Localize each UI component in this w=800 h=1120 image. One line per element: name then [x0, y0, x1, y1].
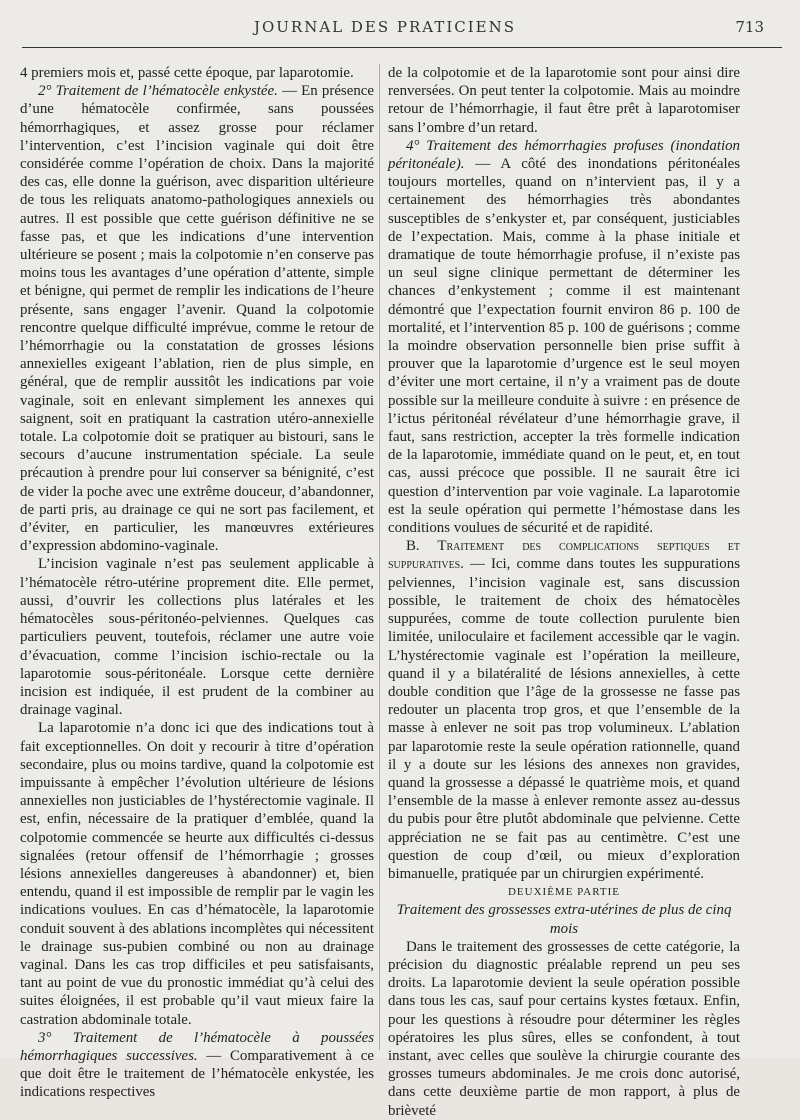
paragraph: [20, 82, 374, 555]
paragraph: [388, 537, 740, 883]
paragraph: 4 premiers mois et, passé cette époque, par laparotomie.: [20, 65, 354, 81]
right-column: [388, 64, 740, 1120]
paragraph-heading: 2° Traitement de l’hématocèle enkystée.: [38, 83, 278, 100]
paragraph: [388, 137, 740, 537]
running-header: [0, 18, 800, 40]
paragraph: La laparotomie n’a donc ici que des indications tout à fait exceptionnelles. On doit y recourir à titre d’opération secondaire, plus ou moins tardive, quand la colpotomie est impuissante à empêcher l’évolution ultérieure de lésions annexielles non justiciables de l’hystérectomie vaginale. Il est, enfin, nécessaire de la pratiquer d’emblée, quand la colpotomie commencée se heurte aux difficultés ci-dessus signalées (retour offensif de l’hémorrhagie ; grosses lésions annexielles dangereuses à abandonner) et, bien entendu, quand il est impossible de remplir par le vagin les indications voulues. En cas d’hématocèle, la laparotomie conduit souvent à des ablations incomplètes qui nécessitent le drainage sus-pubien combiné ou non au drainage vaginal. Dans les cas trop difficiles et peu satisfaisants, tant au point de vue du pronostic immédiat qu’à celui des suites éloignées, il est probable qu’il vaut mieux faire la castration abdominale totale.: [20, 720, 374, 1028]
paragraph-text: — Comparativement à ce que doit être le traitement de l’hématocèle enkystée, les indications respectives: [20, 1047, 374, 1101]
paragraph: Dans le traitement des grossesses de cette catégorie, la précision du diagnostic préalable reprend un peu ses droits. La laparotomie devient la seule opération possible dans tous les cas, sauf pour certains kystes fœtaux. Enfin, pour les questions à résoudre pour déterminer les règles opératoires les plus sûres, elles se confondent, à tout instant, avec celles que soulève la chirurgie courante des grosses tumeurs abdominales. Je me crois donc autorisé, dans cette deuxième partie de mon rapport, à plus de brièveté: [388, 938, 740, 1119]
paragraph-text: — Ici, comme dans toutes les suppurations pelviennes, l’incision vaginale est, sans discussion possible, le traitement de choix des hématocèles suppurées, comme de toute collection purulente bien limitée, uniloculaire et facilement accessible qar le vagin. L’hystérectomie vaginale est l’opération la meilleure, quand il y a bilatéralité de lésions annexielles, à cette double condition que l’âge de la grossesse ne fasse pas redouter un placenta trop gros, et que l’ensemble de la masse à enlever ne soit pas trop volumineux. L’ablation par laparotomie reste la seule opération rationnelle, quand il y a doute sur les lésions des annexes non gravides, quand la grossesse a dépassé le quatrième mois, et quand l’ensemble de la masse à enlever remonte assez au-dessus du pubis pour être plutôt abdominale que pelvienne. Cette appréciation ne se fait pas au centimètre. C’est une question de coup d’œil, ou mieux d’exploration bimanuelle, pratiquée par un chirurgien expérimenté.: [388, 556, 740, 882]
left-column: [20, 64, 374, 1102]
page-number: 713: [735, 18, 764, 36]
paragraph-heading: B. Traitement des complications septiques et suppuratives.: [388, 538, 740, 573]
paragraph-text: — En présence d’une hématocèle confirmée, sans poussées hémorrhagiques, et assez grosse pour réclamer l’intervention, c’est l’incision vaginale qui doit être considérée comme l’opération de choix. Dans la majorité des cas, elle donne la guérison, avec disparition ultérieure de tous les reliquats anatomo-pathologiques annexiels ou autres. Il est possible que cette guérison définitive ne se fasse pas, et que les indications d’une intervention ultérieure se posent ; mais la colpotomie n’en conserve pas moins tous les avantages d’une opération d’attente, simple et bénigne, qui permet de remplir les indications de l’heure présente, sans engager l’avenir. Quand la colpotomie rencontre quelque difficulté imprévue, comme le retour de l’hémorrhagie ou la constatation de grosses lésions annexielles exigeant l’ablation, rien de plus simple, en général, que de remplir aussitôt les indications par voie vaginale, soit en enlevant simplement les annexes qui saignent, soit en pratiquant la castration utéro-annexielle totale. La colpotomie doit se pratiquer au bistouri, sans le secours d’aucune instrumentation spéciale. La seule précaution à prendre pour lui conserver sa bénignité, c’est de vider la poche avec une extrême douceur, d’abandonner, de parti pris, au drainage ce qui ne sort pas facilement, et d’éviter, en particulier, les manœuvres extérieures d’expression abdomino-vaginale.: [20, 83, 374, 555]
paragraph: [20, 1029, 374, 1102]
section-subtitle: Traitement des grossesses extra-utérines de plus de cinq mois: [396, 902, 732, 937]
paragraph: L’incision vaginale n’est pas seulement applicable à l’hématocèle rétro-utérine proprement dite. Elle permet, aussi, d’ouvrir les collections plus latérales et les hématocèles sous-péritonéo-pelviennes. Quelques cas particuliers peuvent, toutefois, réclamer une autre voie d’évacuation, comme l’incision ischio-rectale ou la laparotomie sous-péritonéale. Lorsque cette dernière incision est indiquée, il est prudent de la combiner au drainage vaginal.: [20, 556, 374, 719]
paragraph-text: — A côté des inondations péritonéales toujours mortelles, quand on n’intervient pas, il y a certainement des hémorrhagies très abondantes susceptibles de s’enkyster et, par conséquent, justiciables de l’expectation. Mais, comme à la phase initiale et dramatique de toute hémorrhagie profuse, il n’existe pas un seul signe clinique permettant de déterminer les chances d’enkystement ; comme il est maintenant démontré que l’expectation fournit environ 86 p. 100 de mortalité, et l’intervention 85 p. 100 de guérisons ; comme la moindre observation personnelle bien prise suffit à prouver que la laparotomie d’urgence est le seul moyen d’éviter une mort certaine, il n’y a vraiment pas de doute possible sur la meilleure conduite à suivre : en présence de l’ictus péritonéal révélateur d’une hémorrhagie grave, il faut, sans restriction, accepter la très formelle indication de la laparotomie, immédiate quand on le peut, et, en tout cas, aussi précoce que possible. Il ne saurait être ici question d’intervention par voie vaginale. La laparotomie est la seule opération qui permette l’hémostase dans les conditions voulues de sécurité et de rapidité.: [388, 156, 740, 537]
paragraph: de la colpotomie et de la laparotomie sont pour ainsi dire renversées. On peut tenter la colpotomie. Mais au moindre retour de l’hémorrhagie, il faut être prêt à laparotomiser sans l’ombre d’un retard.: [388, 65, 740, 136]
paragraph-heading: 3° Traitement de l’hématocèle à poussées hémorrhagiques successives.: [20, 1029, 374, 1064]
journal-title: JOURNAL DES PRATICIENS: [253, 18, 517, 36]
header-rule: [22, 47, 782, 48]
paragraph-heading: 4° Traitement des hémorrhagies profuses (inondation péritonéale).: [388, 137, 740, 173]
column-divider: [379, 64, 380, 1050]
section-heading: DEUXIÈME PARTIE: [507, 886, 620, 899]
